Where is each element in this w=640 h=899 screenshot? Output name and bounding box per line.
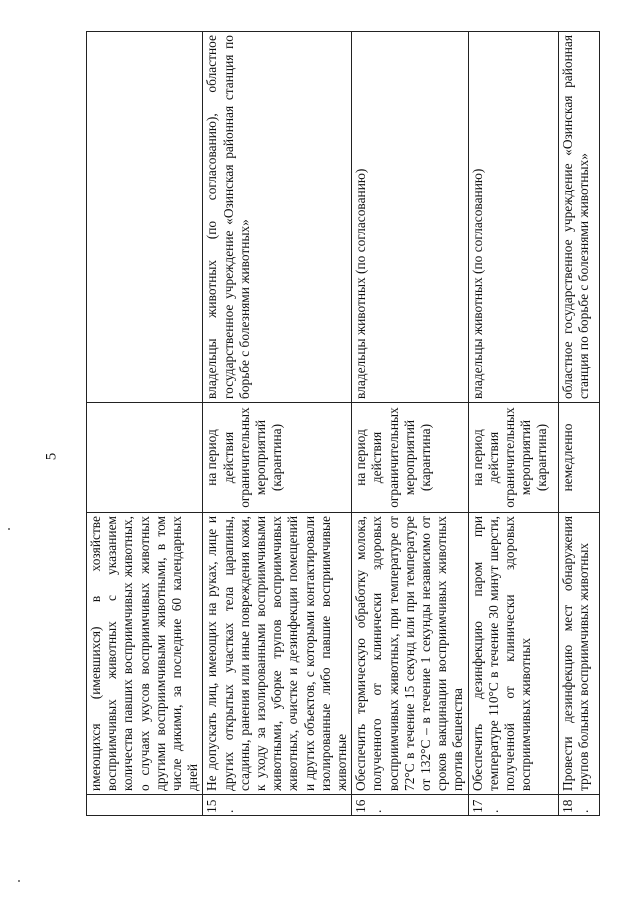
measure-text: Провести дезинфекцию мест обнаружения трупов больных восприимчивых животных bbox=[558, 513, 599, 795]
measure-text: Не допускать лиц, имеющих на руках, лице и других открытых участках тела царапины, ссадины, ранения или иные повреждения кожи, к уходу за изолированными восприимчивыми животными, уборке трупов восприимчивых животных, очистке и дезинфекции помещений и других объектов, с которыми контактировали изолированные либо павшие восприимчивые животные bbox=[203, 513, 352, 795]
responsible-text: владельцы животных (по согласованию), областное государственное учреждение «Озинская районная станция по борьбе с болезнями животных» bbox=[203, 32, 352, 403]
table-row bbox=[468, 32, 558, 816]
responsible-text bbox=[87, 32, 203, 403]
row-number: 18. bbox=[558, 795, 599, 816]
term-text: немедленно bbox=[558, 403, 599, 513]
measure-text: Обеспечить термическую обработку молока, полученного от клинически здоровых восприимчивых животных, при температуре от 72°С в течение 15 секунд или при температуре от 132°С – в течение 1 секунды независимо от сроков вакцинации восприимчивых животных против бешенства bbox=[352, 513, 468, 795]
term-text: на период действия ограничительных мероприятий (карантина) bbox=[468, 403, 558, 513]
table-row bbox=[87, 32, 203, 816]
table-row bbox=[558, 32, 599, 816]
row-number: 15. bbox=[203, 795, 352, 816]
measure-text: Обеспечить дезинфекцию паром при температуре 110°С в течение 30 минут шерсти, полученной от клинически здоровых восприимчивых животных bbox=[468, 513, 558, 795]
row-number: 17. bbox=[468, 795, 558, 816]
responsible-text: владельцы животных (по согласованию) bbox=[468, 32, 558, 403]
rotated-table-container bbox=[86, 32, 591, 816]
measures-table bbox=[86, 31, 600, 816]
row-number bbox=[87, 795, 203, 816]
measure-text: имеющихся (имевшихся) в хозяйстве восприимчивых животных с указанием количества павших восприимчивых животных, о случаях укусов восприимчивых животных другими восприимчивыми животными, в том числе дикими, за последние 60 календарных дней bbox=[87, 513, 203, 795]
responsible-text: владельцы животных (по согласованию) bbox=[352, 32, 468, 403]
table-row bbox=[203, 32, 352, 816]
term-text: на период действия ограничительных мероприятий (карантина) bbox=[203, 403, 352, 513]
scan-speck bbox=[8, 528, 10, 530]
term-text: на период действия ограничительных мероприятий (карантина) bbox=[352, 403, 468, 513]
responsible-text: областное государственное учреждение «Озинская районная станция по борьбе с болезнями животных» bbox=[558, 32, 599, 403]
scan-speck bbox=[18, 880, 20, 882]
row-number: 16. bbox=[352, 795, 468, 816]
term-text bbox=[87, 403, 203, 513]
table-row bbox=[352, 32, 468, 816]
page-number: 5 bbox=[43, 452, 60, 461]
